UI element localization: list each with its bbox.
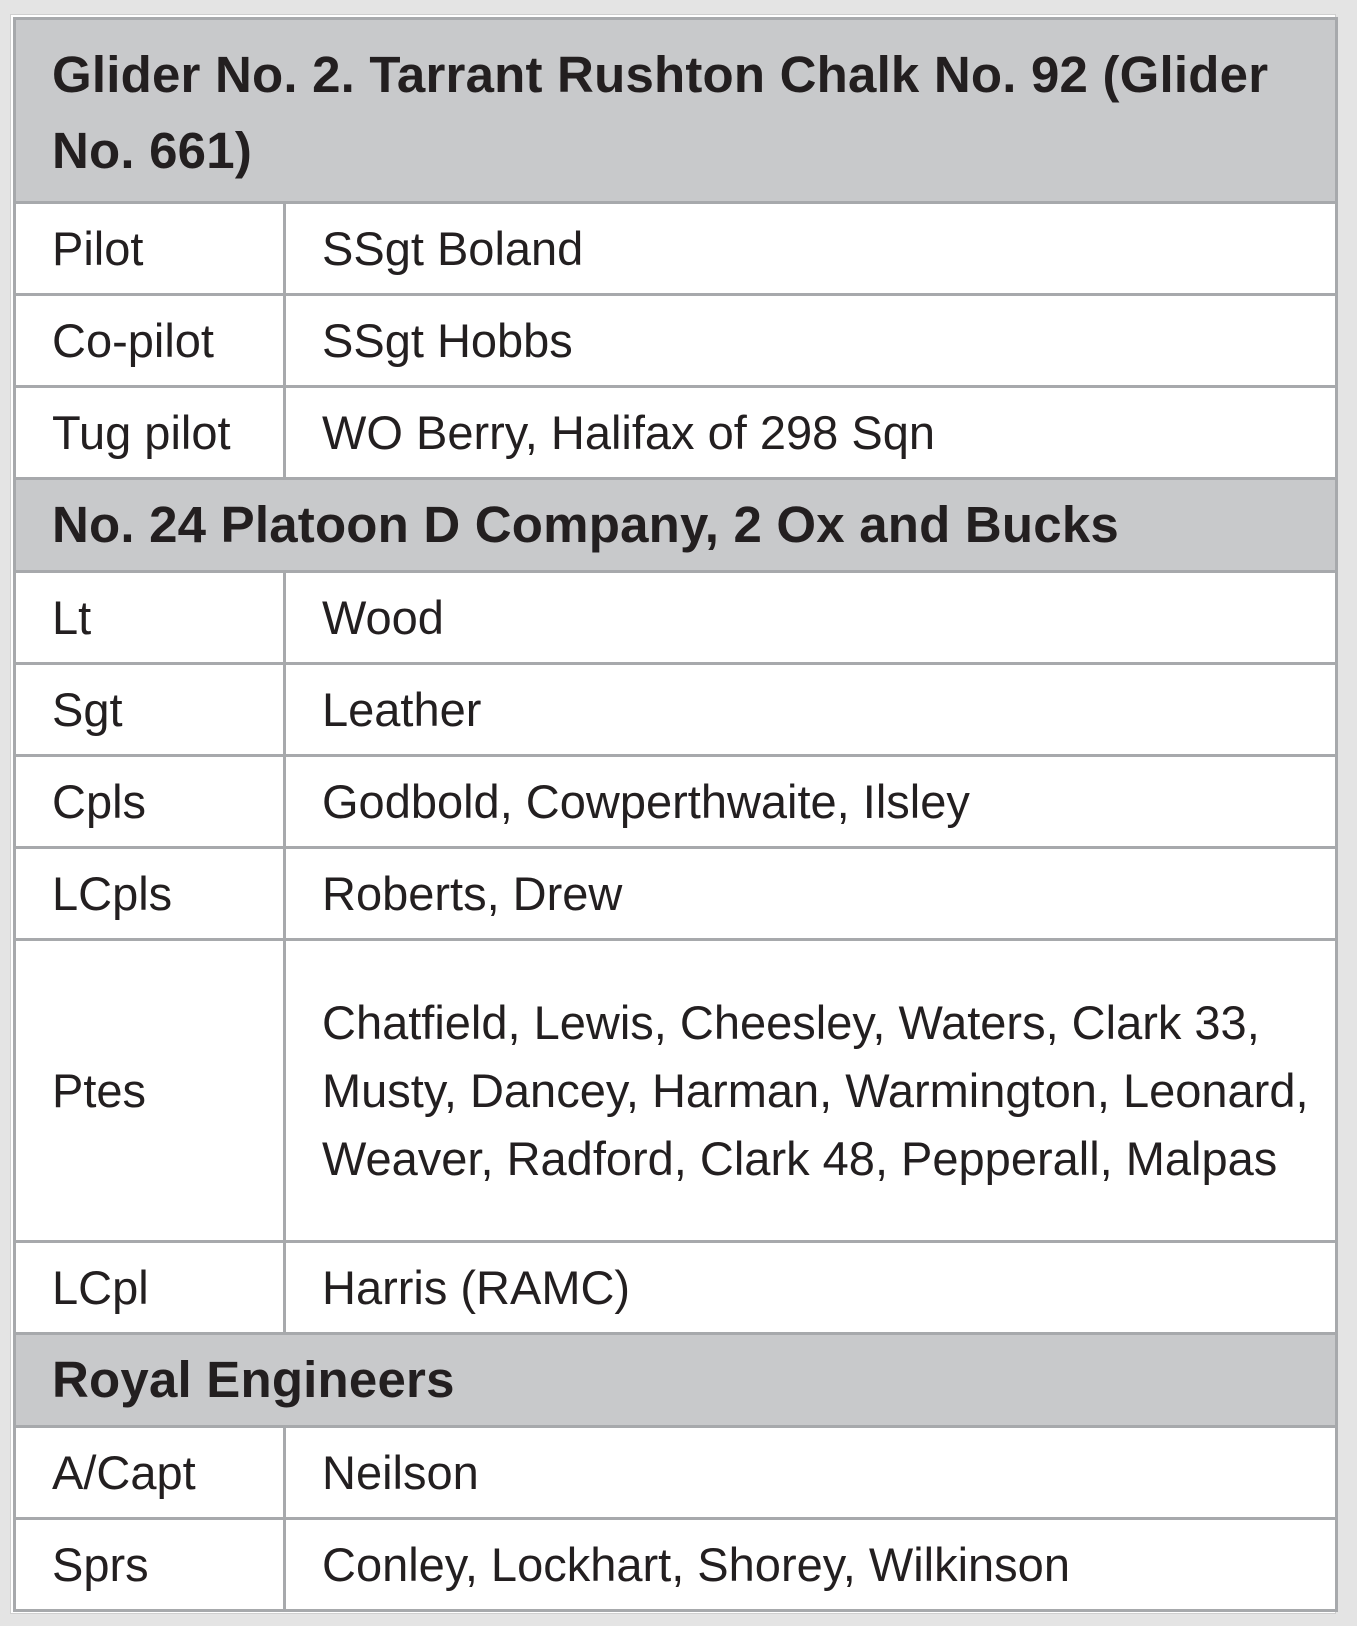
rank-cell: Tug pilot	[15, 387, 285, 479]
rank-cell: Pilot	[15, 203, 285, 295]
rank-cell: Co-pilot	[15, 295, 285, 387]
rank-cell: A/Capt	[15, 1427, 285, 1519]
rank-cell: Ptes	[15, 940, 285, 1242]
names-cell: SSgt Hobbs	[285, 295, 1337, 387]
section-header-glider	[15, 19, 1337, 203]
table-row	[15, 572, 1337, 664]
names-cell: Conley, Lockhart, Shorey, Wilkinson	[285, 1519, 1337, 1611]
section-header-engineers	[15, 1334, 1337, 1427]
names-cell: Roberts, Drew	[285, 848, 1337, 940]
names-cell: WO Berry, Halifax of 298 Sqn	[285, 387, 1337, 479]
names-cell: Chatfield, Lewis, Cheesley, Waters, Clark 33, Musty, Dancey, Harman, Warmington, Leonard, Weaver, Radford, Clark 48, Pepperall, Malpas	[285, 940, 1337, 1242]
names-cell: Godbold, Cowperthwaite, Ilsley	[285, 756, 1337, 848]
table-row	[15, 756, 1337, 848]
rank-cell: Sprs	[15, 1519, 285, 1611]
names-cell: Leather	[285, 664, 1337, 756]
rank-cell: Lt	[15, 572, 285, 664]
rank-cell: LCpl	[15, 1242, 285, 1334]
roster-table	[13, 17, 1338, 1612]
rank-cell: Cpls	[15, 756, 285, 848]
names-cell: Neilson	[285, 1427, 1337, 1519]
section-title: Royal Engineers	[15, 1334, 1337, 1427]
names-cell: SSgt Boland	[285, 203, 1337, 295]
section-title: Glider No. 2. Tarrant Rushton Chalk No. 92 (Glider No. 661)	[15, 19, 1337, 203]
names-cell: Wood	[285, 572, 1337, 664]
table-row	[15, 1519, 1337, 1611]
rank-cell: LCpls	[15, 848, 285, 940]
section-title: No. 24 Platoon D Company, 2 Ox and Bucks	[15, 479, 1337, 572]
table-row	[15, 848, 1337, 940]
section-header-platoon	[15, 479, 1337, 572]
table-row	[15, 295, 1337, 387]
table-row	[15, 1242, 1337, 1334]
names-cell: Harris (RAMC)	[285, 1242, 1337, 1334]
table-row	[15, 940, 1337, 1242]
table-row	[15, 203, 1337, 295]
table-row	[15, 1427, 1337, 1519]
table-row	[15, 664, 1337, 756]
table-row	[15, 387, 1337, 479]
rank-cell: Sgt	[15, 664, 285, 756]
